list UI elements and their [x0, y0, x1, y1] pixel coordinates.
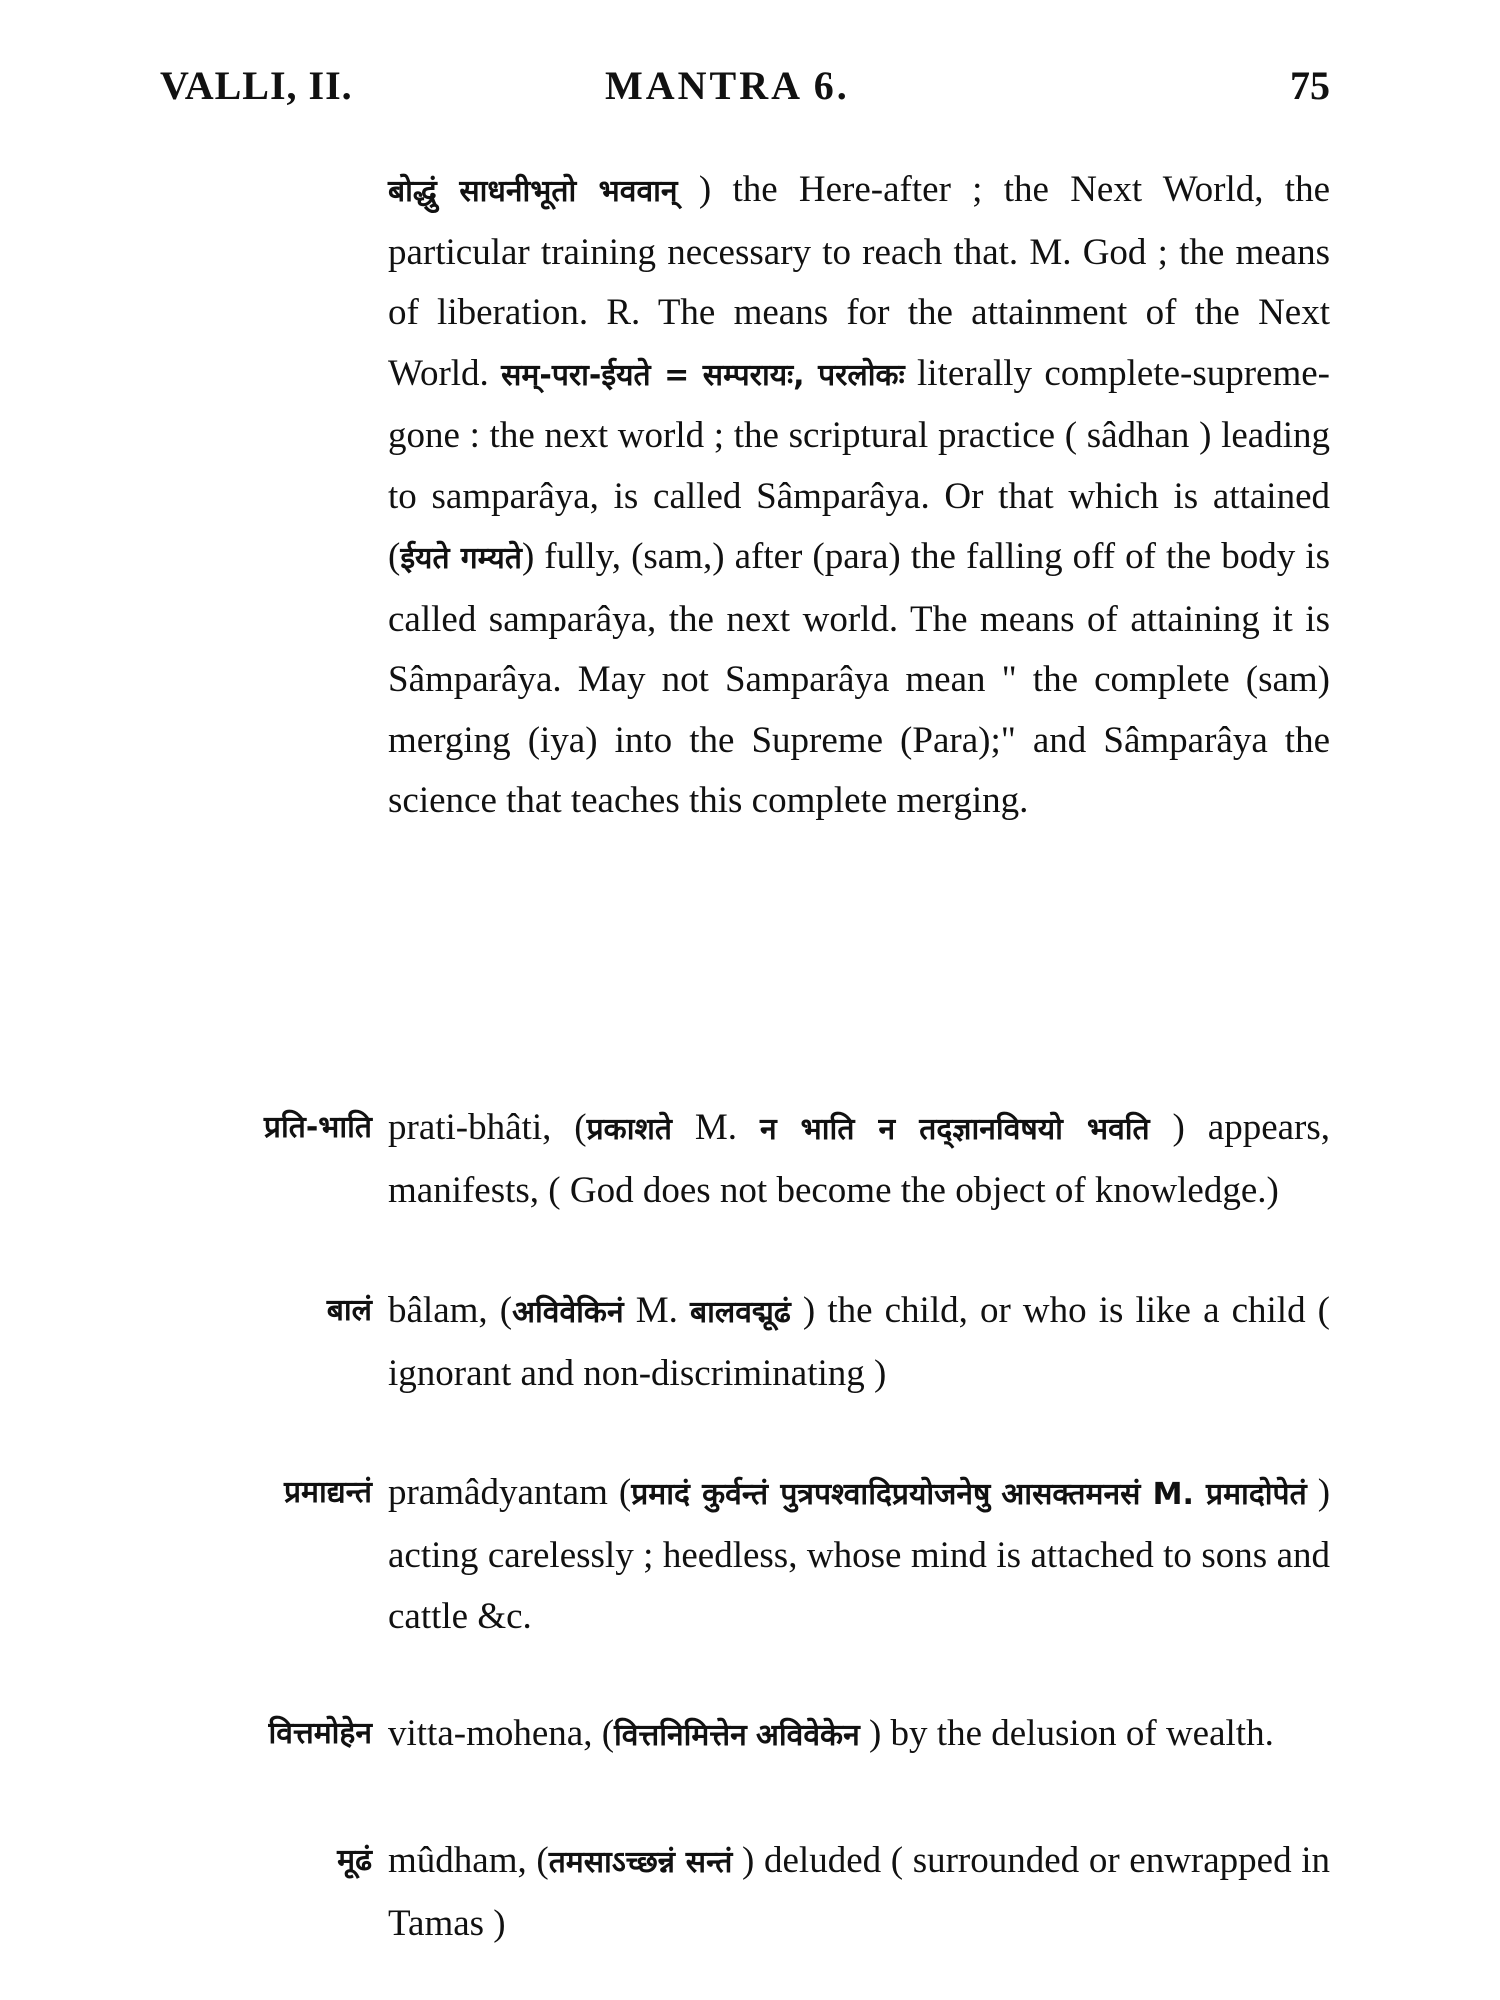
paragraph-text: ) fully, (sam,) after (para) the falling off of the body is called samparâya, the next world. The means of attaining it is Sâmparâya. May not Samparâya mean " the complete (sam) merging (iya) into the Supreme (Para);" and Sâmparâya the science that teaches this complete merging.	[388, 536, 1330, 821]
entry-text: ) the child, or who is like a child ( ignorant and non-discriminating )	[388, 1290, 1331, 1394]
sanskrit-gloss: बालवद्मूढं	[689, 1295, 791, 1330]
entry-text: ) deluded ( surrounded or enwrapped in Tamas )	[388, 1840, 1330, 1944]
headword: प्रमाद्यन्तं	[283, 1475, 372, 1510]
headword: बालं	[326, 1293, 372, 1328]
paragraph-text: ) the Here-after ; the Next World, the particular training necessary to reach that. M. God ; the means of liberation. R. The means for the attainment of the Next World.	[388, 169, 1331, 394]
sanskrit-gloss: न भाति न तद्ज्ञानविषयो भवति	[759, 1112, 1150, 1147]
page-header	[160, 62, 1330, 122]
sanskrit-gloss: सम्-परा-ईयते = सम्परायः, परलोकः	[501, 357, 905, 393]
entry-text: M.	[623, 1290, 690, 1331]
headword: प्रति-भाति	[263, 1110, 372, 1145]
sanskrit-gloss: प्रमादं कुर्वन्तं पुत्रपश्वादिप्रयोजनेषु	[631, 1477, 991, 1512]
entry-text: bâlam, (	[388, 1290, 513, 1331]
entry-text: prati-bhâti, (	[388, 1107, 587, 1148]
entry-text	[990, 1472, 1001, 1513]
entry-text: ) appears, manifests, ( God does not become the object of knowledge.)	[388, 1107, 1331, 1211]
continued-paragraph	[388, 160, 1330, 832]
headword: मूढं	[337, 1843, 372, 1878]
sanskrit-gloss: वित्तनिमित्तेन	[614, 1718, 747, 1753]
entry-text: vitta-mohena, (	[388, 1713, 615, 1754]
entry-text: ) by the delusion of wealth.	[868, 1713, 1274, 1754]
paragraph-text: literally complete-supreme-gone : the next world ; the scriptural practice ( sâdhan ) leading to samparâya, is called Sâmparâya. Or that which is attained (	[388, 352, 1330, 577]
sanskrit-gloss: अविवेकेन	[755, 1718, 860, 1753]
running-head-left: VALLI, II.	[160, 63, 353, 108]
entry-text: mûdham, (	[388, 1840, 549, 1881]
entry-text: ) acting carelessly ; heedless, whose mind is attached to sons and cattle &c.	[388, 1472, 1331, 1637]
gloss-entry	[268, 1703, 1330, 1766]
gloss-entry	[326, 1280, 1331, 1404]
entry-text: M.	[671, 1107, 760, 1148]
sanskrit-gloss: तमसाऽच्छन्नं सन्तं	[548, 1845, 733, 1880]
gloss-entry	[263, 1097, 1331, 1221]
running-head-center: MANTRA 6.	[605, 63, 850, 108]
sanskrit-gloss: अविवेकिनं	[512, 1295, 624, 1330]
sanskrit-gloss: ईयते गम्यते	[400, 541, 522, 576]
entry-text: pramâdyantam (	[388, 1472, 632, 1513]
sanskrit-gloss: बोद्धुं साधनीभूतो भववान्	[388, 174, 678, 209]
sanskrit-gloss: प्रकाशते	[586, 1112, 672, 1147]
headword: वित्तमोहेन	[268, 1716, 372, 1751]
sanskrit-gloss: आसक्तमनसं M. प्रमादोपेतं	[1001, 1477, 1307, 1512]
page-number: 75	[1290, 63, 1330, 108]
entry-text	[747, 1713, 756, 1754]
gloss-entry	[337, 1830, 1330, 1954]
gloss-entry	[283, 1462, 1331, 1647]
